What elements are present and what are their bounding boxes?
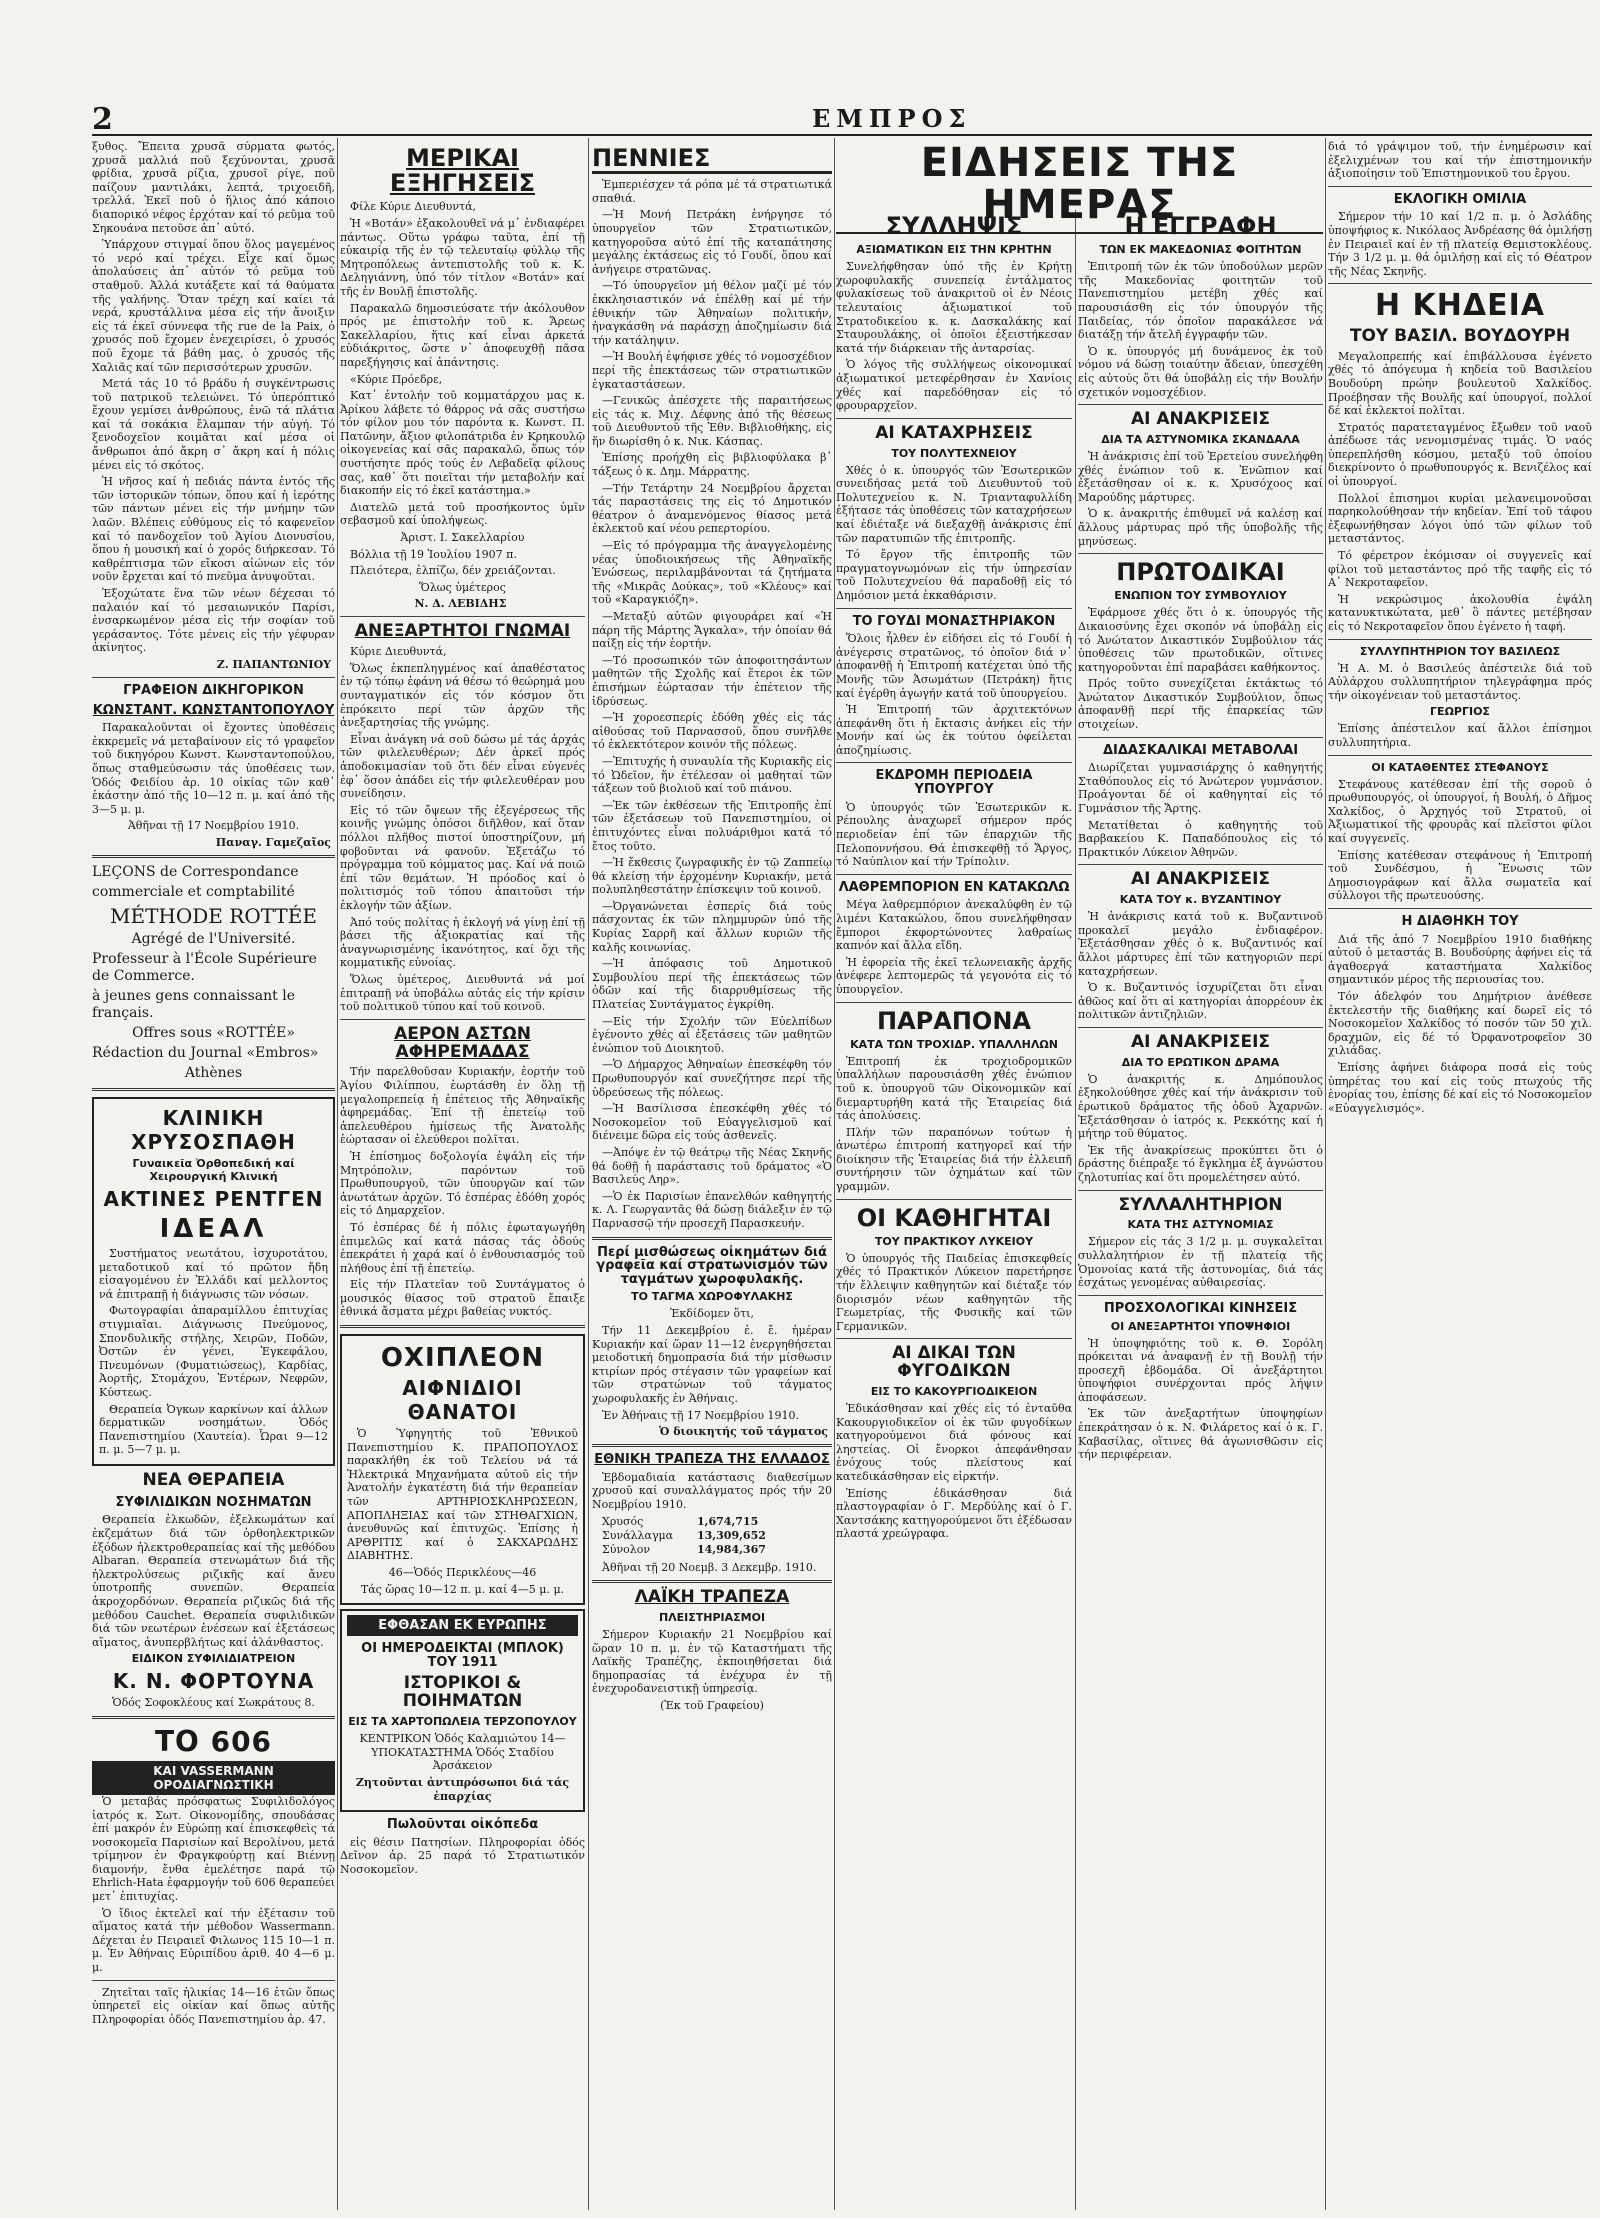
article-subtitle: ΚΑΤΑ ΤΗΣ ΑΣΤΥΝΟΜΙΑΣ: [1127, 1218, 1274, 1232]
ad-gendarmerie-date: Ἐν Ἀθήναις τῇ 17 Νοεμβρίου 1910.: [602, 1408, 800, 1422]
article-title: ΣΥΛΛΑΛΗΤΗΡΙΟΝ: [1118, 1194, 1283, 1215]
article-title: ΜΕΡΙΚΑΙ ΕΞΗΓΗΣΕΙΣ: [389, 144, 536, 198]
article-paragraph: Κατ᾽ ἐντολήν τοῦ κομματάρχου μας κ. Ἀρίκου λάβετε τό θάρρος νά σᾶς συστήσω τόν φίλον μου τόν παρόντα κ. Κωνστ. Π. Πατῶνην, ἄξιον φιλοπάτριδα ἐν Κρηκουλῷ οἰκογενείας καί σᾶς παρακαλῶ, ὅπως τόν συστήσητε πρός τούς ἐν Λεβαδεῖᾳ φίλους σας, καθ᾽ ὅτι ποιεῖται τήν μεταβολήν καί διακοπήν εἰς τό ἐκεῖ κατάστημα.»: [340, 389, 585, 498]
table-cell: 1,674,715: [697, 1514, 759, 1528]
column-2: [340, 140, 585, 2210]
article-paragraph: Ἐπιτροπή τῶν ἐκ τῶν ὑποδούλων μερῶν τῆς Μακεδονίας φοιτητῶν τοῦ Πανεπιστημίου μετέβη χθές καί παρουσιάσθη εἰς τόν ὑπουργόν τῆς Παιδείας, τόν ὁποῖον παρακάλεσε νά διατάξῃ τήν ἄτελῆ ἐγγραφήν τῶν.: [1078, 260, 1323, 342]
divider: [340, 616, 585, 617]
ad-606-text: Ὁ ἴδιος ἐκτελεῖ καί τήν ἐξέτασιν τοῦ αἵματος κατά τήν μέθοδον Wassermann. Δέχεται ἐν Πειραιεῖ Φιλωνος 115 10—1 π. μ. Ἐν Ἀθήναις Εὐριπίδου ἀριθ. 40 4—6 μ. μ.: [92, 1906, 335, 1975]
article-paragraph: Ἡ ἀνάκρισις ἐπί τοῦ Ἑρετείου συνελήφθη χθές ἐνώπιον τοῦ κ. Ἐνῶπιον καί ἐξετάσθησαν οἱ κ. κ. Χρυσόχοος καί Μαρούδης μάρτυρες.: [1078, 449, 1323, 504]
article-paragraph: Τό φέρετρον ἐκόμισαν οἱ συγγενεῖς καί φίλοι τοῦ μεταστάντος πρό τῆς ταφῆς εἰς τό Α᾽ Νεκροταφεῖον.: [1328, 549, 1592, 590]
ad-line: Rédaction du Journal «Embros»: [92, 1045, 319, 1061]
article-title: ΠΡΩΤΟΔΙΚΑΙ: [1116, 558, 1285, 587]
article-paragraph: Ὁ ὑπουργός τῆς Παιδείας ἐπισκεφθείς χθές τό Πρακτικόν Λύκειον παρετήρησε τήν ἔλλειψιν καθηγητῶν καί διέταξε τόν διορισμόν νέων καθηγητῶν τῆς Γεωμετρίας, τῆς Φυσικῆς καί τῶν Γερμανικῶν.: [836, 1251, 1072, 1333]
article-paragraph: Ἐπίσης ἀφήνει διάφορα ποσά εἰς τούς ὑπηρέτας του καί εἰς τούς πτωχούς τῆς ἐνορίας του, ἐπίσης δέ καί εἰς τό Νοσοκομεῖον «Εὐαγγελισμός».: [1328, 1060, 1592, 1115]
ad-calendars-title: ΕΦΘΑΣΑΝ ΕΚ ΕΥΡΩΠΗΣ: [347, 1615, 578, 1636]
ad-gendarmerie-sub2: Ἐκδίδομεν ὅτι,: [670, 1307, 754, 1321]
letter-closing: Ὅλως ὑμέτερος: [419, 580, 506, 594]
article-paragraph: Ἡ ἐπίσημος δοξολογία ἐψάλη εἰς τήν Μητρόπολιν, παρόντων τοῦ Πρωθυπουργοῦ, τῶν ὑπουργῶν καί τῶν ἀνωτάτων ἀρχῶν. Τό ἑσπέρας ἐδόθη χορός εἰς τό Δημαρχεῖον.: [340, 1149, 585, 1218]
divider: [592, 1444, 832, 1447]
column-3: [592, 140, 832, 2210]
news-item: —Εἰς τήν Σχολήν τῶν Εὐελπίδων ἐγένοντο χθές αἱ ἐξετάσεις τῶν μαθητῶν ἐνώπιον τοῦ Διοικητοῦ.: [592, 1014, 832, 1055]
divider: [1328, 186, 1592, 187]
ad-clinic-text: Συστήματος νεωτάτου, ἰσχυροτάτου, μεταδοτικοῦ καί τό πρῶτον ἤδη εἰσαγομένου ἐν Ἑλλάδι καί μελλοντος νά ἐπιτραπῇ ἡ διάγνωσις τῶν νόσων.: [99, 1247, 328, 1301]
article-subtitle: ΚΑΤΑ ΤΩΝ ΤΡΟΧΙΔΡ. ΥΠΑΛΛΗΛΩΝ: [850, 1037, 1058, 1051]
article-paragraph: Ὁ ἀνακριτής κ. Δημόπουλος ἐξηκολούθησε χθές καί τήν ἀνάκρισιν τοῦ ἐρωτικοῦ δράματος τῆς ὁδοῦ Ἀχαρνῶν. Ἐξετάσθησαν ὁ ἰατρός κ. Ρεκκότης καί ἡ μήτηρ τοῦ θύματος.: [1078, 1072, 1323, 1141]
news-item: —Ὀργανώνεται ἐσπερίς διά τούς πάσχοντας ἐκ τῶν πλημμυρῶν ὑπό τῆς Κυρίας Σαρρῆ καί ἄλλων κυριῶν τῆς καλῆς κοινωνίας.: [592, 899, 832, 954]
ad-clinic: [92, 1097, 335, 1466]
news-item: —Γενικῶς ἀπέσχετε τῆς παραιτήσεως εἰς τάς κ. Μιχ. Δέφνης ἀπό τῆς θέσεως τοῦ Διευθυντοῦ τῆς Ἐθν. Βιβλιοθήκης, εἰς ἥν διωρίσθη ὁ κ. Νικ. Κάσπας.: [592, 394, 832, 448]
ad-calendars-line: Ζητοῦνται ἀντιπρόσωποι διά τάς ἐπαρχίας: [355, 1775, 570, 1803]
article-paragraph: Πολλοί ἐπισημοι κυρίαι μελανειμονοῦσαι παρηκολούθησαν τήν κηδείαν. Ἐπί τοῦ τάφου ἐξεφωνήθησαν λόγοι ὑπό τῶν φίλων τοῦ μεταστάντος.: [1328, 491, 1592, 546]
divider: [92, 1716, 335, 1719]
ad-therapy-title: ΝΕΑ ΘΕΡΑΠΕΙΑ: [142, 1469, 285, 1490]
ad-method-name: MÉTHODE ROTTÉE: [110, 904, 317, 928]
article-paragraph: Τόν ἀδελφόν του Δημήτριον ἀνέθεσε ἐκτελεστήν τῆς διαθήκης καί δωρεῖ εἰς τό Νοσοκομεῖον Χαλκίδος τό ποσόν τῶν 50 χιλ. δραχμῶν, εἰς δέ τό Ὀρφανοτροφεῖον 30 χιλιάδας.: [1328, 989, 1592, 1058]
article-title: ΠΡΟΣΧΟΛΟΓΙΚΑΙ ΚΙΝΗΣΕΙΣ: [1103, 1300, 1298, 1316]
ad-popular-bank-title: ΛΑΪΚΗ ΤΡΑΠΕΖΑ: [634, 1587, 790, 1608]
news-item: —Ἡ ἔκθεσις ζωγραφικῆς ἐν τῷ Ζαππείῳ θά κλείσῃ τήν ἐρχομένην Κυριακήν, μετά πολυπληθεστάτην ἐπίσκεψιν τοῦ κοινοῦ.: [592, 856, 832, 897]
ad-gendarmerie-sub: ΤΟ ΤΑΓΜΑ ΧΩΡΟΦΥΛΑΚΗΣ: [631, 1290, 793, 1304]
divider: [592, 1580, 832, 1583]
article-paragraph: Διά τῆς ἀπό 7 Νοεμβρίου 1910 διαθήκης αὐτοῦ ὁ μεταστάς Β. Βουδούρης ἀφήνει εἰς τά ἀγαθοεργά καταστήματα Χαλκίδος σημαντικόν μέρος τῆς περιουσίας του.: [1328, 932, 1592, 987]
article-paragraph: Ἡ ὑποψηφιότης τοῦ κ. Θ. Σορόλη πρόκειται νά ἀναφανῇ ἐν τῇ Βουλῇ τήν προσεχῆ ἑβδομάδα. Οἱ ἀνεξάρτητοι ὑποψήφιοι συνέρχονται πρός λήψιν ἀποφάσεων.: [1078, 1336, 1323, 1404]
ad-french-lessons: [92, 864, 335, 1082]
ad-gendarmerie-signature: Ὁ διοικητής τοῦ τάγματος: [659, 1425, 828, 1439]
ad-gendarmerie-text: Τήν 11 Δεκεμβρίου ἐ. ἔ. ἡμέραν Κυριακήν καί ὥραν 11—12 ἐνεργηθήσεται μειοδοτική δημοπρασία διά τήν μίσθωσιν κτιρίων πρός στέγασιν τῶν γραφείων καί τῶν στρατώνων τοῦ τάγματος χωροφυλακῆς ἐν Ἀθήναις.: [592, 1324, 832, 1406]
divider: [836, 608, 1072, 609]
ad-bank-date: Ἀθῆναι τῇ 20 Νοεμβ. 3 Δεκεμβρ. 1910.: [602, 1560, 817, 1574]
news-item: —Ἡ Βασίλισσα ἐπεσκέφθη χθές τό Νοσοκομεῖον τοῦ Εὐαγγελισμοῦ καί διένειμε δῶρα εἰς τούς ἀσθενεῖς.: [592, 1102, 832, 1143]
article-title: ΟΙ ΚΑΤΑΘΕΝΤΕΣ ΣΤΕΦΑΝΟΥΣ: [1371, 760, 1549, 774]
divider: [592, 1237, 832, 1240]
article-paragraph: Πρός τοῦτο συνεχίζεται ἐκτάκτως τό Ἀνώτατον Δικαστικόν Συμβούλιον, ὅπως ἀποφανθῇ περί τῆς ἐπαρκείας τῶν στοιχείων.: [1078, 677, 1323, 732]
news-item: —Μεταξύ αὐτῶν φιγουράρει καί «Ἡ πάρη τῆς Μάρτης Ἄγκαλα», τήν ὁποίαν θά παίξῃ εἰς τήν ἑορτήν.: [592, 610, 832, 651]
ad-therapy-doctor: Κ. Ν. ΦΟΡΤΟΥΝΑ: [112, 1669, 315, 1694]
article-paragraph: Συνελήφθησαν ὑπό τῆς ἐν Κρήτῃ χωροφυλακῆς συνεπείᾳ ἐντάλματος φυλακίσεως τοῦ ἀνακριτοῦ οἱ ἐν Νέοις τελευταίοις ἀξιωματικοί τοῦ Στρατοδικείου κ. κ. Δασκαλάκης καί Σταυρουλάκης, οἱ ὁποῖοι ἐξειστήκεσαν κατά τήν διάρκειαν τῆς ἀνταρσίας.: [836, 260, 1072, 355]
article-paragraph: Ὁ κ. ἀνακριτής ἐπιθυμεῖ νά καλέσῃ καί ἄλλους μάρτυρας πρό τῆς ὑποβολῆς τῆς μηνύσεως.: [1078, 507, 1323, 548]
bank-table: [602, 1515, 832, 1557]
ad-calendars-address: ΚΕΝΤΡΙΚΟΝ Ὁδός Καλαμιώτου 14—ΥΠΟΚΑΤΑΣΤΗΜΑ Ὁδός Σταδίου Ἀρσάκειον: [359, 1732, 566, 1773]
article-paragraph: Πλειότερα, ἐλπίζω, δέν χρειάζονται.: [350, 564, 556, 578]
table-row: [602, 1543, 832, 1557]
section-title: ΕΙΔΗΣΕΙΣ ΤΗΣ ΗΜΕΡΑΣ: [836, 142, 1323, 234]
ad-606-subtitle: ΚΑΙ VASSERMANN ΟΡΟΔΙΑΓΝΩΣΤΙΚΗ: [92, 1761, 335, 1795]
divider: [836, 1199, 1072, 1200]
article-paragraph: Μεγαλοπρεπής καί ἐπιβάλλουσα ἐγένετο χθές τό ἀπόγευμα ἡ κηδεία τοῦ Βασιλείου Βουδούρη πρώην βουλευτοῦ Χαλκίδος. Προέβησαν τῆς Βουλῆς καί ὑπουργοί, πολλοί δέ καί ἐκλεκτοί πολῖται.: [1328, 349, 1592, 418]
article-paragraph: Σήμερον τήν 10 καί 1/2 π. μ. ὁ Ἀσλάδης ὑποψήφιος κ. Νικόλαος Ἀνδρέασης θά ὁμιλήσῃ ἐν Πειραιεῖ καί ἐν τῇ πλατείᾳ Θεμιστοκλέους. Τήν 3 1/2 μ. μ. θά ὁμιλήσῃ καί εἰς τό Θέατρον τῆς Νέας Σκηνῆς.: [1328, 210, 1592, 278]
divider: [1078, 1027, 1323, 1028]
article-paragraph: Πλήν τῶν παραπόνων τούτων ἡ ἀνωτέρω ἐπιτροπή κατηγορεῖ καί τήν διοίκησιν τῆς Ἑταιρείας διά τήν ἐλλειπῆ συντήρησιν τῶν ὀχημάτων καί τῶν γραμμῶν.: [836, 1125, 1072, 1194]
news-item: —Τό προσωπικόν τῶν ἀποφοιτησάντων μαθητῶν τῆς Σχολῆς καί ἕτεροι ἐκ τῶν ἐπισήμων ἑώρτασαν τήν ἐπέτειον τῆς ἱδρύσεως.: [592, 653, 832, 708]
article-subtitle: ΚΑΤΑ ΤΟΥ κ. ΒΥΖΑΝΤΙΝΟΥ: [1119, 893, 1282, 907]
article-title: ΑΙ ΑΝΑΚΡΙΣΕΙΣ: [1130, 869, 1271, 890]
divider: [1078, 737, 1323, 738]
article-subtitle: ΤΟΥ ΠΟΛΥΤΕΧΝΕΙΟΥ: [891, 446, 1017, 460]
article-paragraph: Ἐδικάσθησαν καί χθές εἰς τό ἐνταῦθα Κακουργιοδικεῖον οἱ ἐκ τῶν φυγοδίκων κατηγορούμενοι διά φόνους καί ληστείας. Οἱ ἔνορκοι ἀπεφάνθησαν ἐνόχους τούς πλείστους καί κατεδικάσθησαν εἰς εἰρκτήν.: [836, 1402, 1072, 1484]
article-title: ΕΚΔΡΟΜΗ ΠΕΡΙΟΔΕΙΑ ΥΠΟΥΡΓΟΥ: [875, 768, 1033, 798]
article-subtitle: ΟΙ ΑΝΕΞΑΡΤΗΤΟΙ ΥΠΟΨΗΦΙΟΙ: [1110, 1319, 1291, 1333]
article-subtitle: ΤΟΥ ΠΡΑΚΤΙΚΟΥ ΛΥΚΕΙΟΥ: [874, 1234, 1034, 1248]
ad-law-office-name: ΚΩΝΣΤΑΝΤ. ΚΩΝΣΤΑΝΤΟΠΟΥΛΟΥ: [92, 702, 335, 718]
ad-therapy-address: Ὁδός Σοφοκλέους καί Σωκράτους 8.: [112, 1696, 315, 1710]
ad-popular-bank-text: Σήμερον Κυριακήν 21 Νοεμβρίου καί ὥραν 10 π. μ. ἐν τῷ Καταστήματι τῆς Λαϊκῆς Τραπέζης, ἐκποιηθήσεται διά δημοπρασίας τά ἐνέχυρα ἐν τῇ ἐνεχυροδανειστικῇ ὑπηρεσίᾳ.: [592, 1628, 832, 1696]
divider: [836, 1002, 1072, 1003]
ad-therapy-text: Θεραπεία ἐλκωδῶν, ἐξελκωμάτων καί ἐκζεμάτων διά τῶν ὀρθοηλεκτρικῶν ἐξόδων ἠλεκτροθεραπείας καί τῆς μεθόδου Albaran. Θεραπεία στενωμάτων διά τῆς ἠλεκτρολύσεως ριζικῆς καί ἄνευ ὑποτροπῆς συνεπῶν. Θεραπεία ἀκροχορδόνων. Θεραπεία ριζικῶς διά τῆς μεθόδου Cauchet. Θεραπεία συφιλιδικῶν διά τῶν νεωτέρων ἐνέσεων καί ἐξετάσεως αἵματος, ἀνυπερβλήτως καί ἀλάνθαστος.: [92, 1513, 335, 1649]
article-paragraph: Κύριε Διευθυντά,: [350, 645, 447, 659]
news-item: —Τό ὑπουργεῖον μή θέλον μαζί μέ τόν ἐκκλησιαστικόν νά ἐπέλθῃ καί μέ τήν ἐθνικήν τῶν Ἀθηναίων πολιτικήν, ἠναγκάσθη νά παράσχῃ ἀποζημίωσιν διά τήν κατάληψιν.: [592, 279, 832, 347]
divider: [1328, 283, 1592, 284]
ad-therapy-clinic: ΕΙΔΙΚΟΝ ΣΥΦΙΛΙΔΙΑΤΡΕΙΟΝ: [131, 1652, 296, 1666]
ad-medical-title-2: ΑΙΦΝΙΔΙΟΙ ΘΑΝΑΤΟΙ: [402, 1376, 523, 1425]
article-paragraph: Ὅλοις ἦλθεν ἐν εἰδήσει εἰς τό Γουδί ἡ ἀνέγερσις στρατῶνος, τό ὁποῖον διά ν᾽ ἀποφανθῇ ἡ Ἐπιτροπή κατέχεται ὑπό τῆς Μονῆς τῶν Ἀσωμάτων (Πετράκη) ἥτις καί ἐγέρθη ἀγωγήν κατά τοῦ ὑπουργείου.: [836, 632, 1072, 700]
article-paragraph: Μετά τάς 10 τό βράδυ ἡ συγκέντρωσις τοῦ πατρικοῦ τελειώνει. Τό ὑπερόπτικό ἔχουν γεμίσει ἀνθρώπους, ἐνῶ τά πλάτια καί τά σοκάκια ἔλαμπαν τήν αὐγή. Τό ξενοδοχεῖον κοιμᾶται καί μέσα οἱ ἄνθρωποι ἀπό ἄκρη σ᾽ ἄκρη καί ἡ πόλις μένει εἰς τό σκότος.: [92, 377, 335, 472]
ad-gendarmerie-title: Περί μισθώσεως οἰκημάτων διά γραφεῖα καί στρατωνισμόν τῶν ταγμάτων χωροφυλακῆς.: [596, 1244, 828, 1287]
column-4: [836, 208, 1072, 2210]
article-paragraph: Διατελῶ μετά τοῦ προσήκοντος ὑμῖν σεβασμοῦ καί ὑπολήψεως.: [340, 500, 585, 528]
article-title: ΑΕΡΟΝ ΑΣΤΩΝ ΑΦΗΡΕΜΑΔΑΣ: [394, 1023, 531, 1062]
divider: [1078, 404, 1323, 405]
article-paragraph: Ἡ Ἐπιτροπή τῶν ἀρχιτεκτόνων ἀπεφάνθη ὅτι ἡ ἔκτασις ἀνήκει εἰς τήν Μονήν καί ὡς ἐκ τούτου ὁφείλεται ἀποζημίωσις.: [836, 703, 1072, 757]
article-title: Η ΔΙΑΘΗΚΗ ΤΟΥ: [1401, 913, 1519, 929]
ad-calendars-line: ΟΙ ΗΜΕΡΟΔΕΙΚΤΑΙ (ΜΠΛΟΚ) ΤΟΥ 1911: [361, 1641, 564, 1670]
author-signature: Ν. Δ. ΛΕΒΙΔΗΣ: [414, 597, 507, 611]
table-cell: Συνάλλαγμα: [602, 1528, 674, 1542]
article-paragraph: Σήμερον εἰς τάς 3 1/2 μ. μ. συγκαλεῖται συλλαλητήριον ἐν τῇ πλατείᾳ τῆς Ὁμονοίας κατά τῆς ἀστυνομίας, διά τάς ἐσχάτως γενομένας αὐθαιρεσίας.: [1078, 1235, 1323, 1290]
article-paragraph: Εἶναι ἀνάγκη νά σοῦ δώσω μέ τάς ἀρχάς τῶν φιλελευθέρων; Δέν ἀρκεῖ πρός ἀποδοκιμασίαν τοῦ ὅτι δέν εἶναι εὐγενές ἐφ᾽ ὅσον ἀπάδει εἰς τήν φιλελευθέραν μου συνείδησιν.: [340, 732, 585, 801]
article-paragraph: ξυθος. Ἔπειτα χρυσᾶ σύρματα φωτός, χρυσᾶ μαλλιά ποῦ ξεχύνονται, χρυσᾶ φρίδια, χρυσᾶ ρίζια, χρυσοῖ ρίγε, ποῦ παίζουν μαντιλάκι, λεπτά, τριχοειδῆ, τρελλά. Ἐκεῖ ποῦ ὁ ἥλιος ἀπό κάποιο διαπορικό νέφος ἐρχόταν καί τό ρεῦμα τοῦ Σηκουάνα πετοῦσε ἀπ᾽ αὐτό.: [92, 140, 335, 235]
ad-wanted-text: Ζητεῖται ταῖς ἡλικίας 14—16 ἐτῶν ὅπως ὑπηρετεῖ εἰς οἰκίαν καί ὅπως αὐτῆς Πληροφορίαι ὁδός Πανεπιστημίου ἀρ. 47.: [92, 1985, 335, 2026]
column-divider: [588, 138, 589, 2210]
ad-line: Agrégé de l'Université.: [131, 931, 296, 947]
ad-medical-text: Ὁ Ὑφηγητής τοῦ Ἐθνικοῦ Πανεπιστημίου Κ. ΠΡΑΠΟΠΟΥΛΟΣ παρακλήθη ἐκ τοῦ Τελείου νά τά Ἠλεκτρικά Μηχανήματα αὐτοῦ εἰς τήν Ἀνατολήν ἐγκατέστη διά τήν θεραπείαν τῶν ΑΡΤΗΡΙΟΣΚΛΗΡΩΣΕΩΝ, ΑΠΟΠΛΗΞΙΑΣ καί τῶν ΣΤΗΘΑΓΧΙΩΝ, ἀνευθυνῶς καί ἐπιτυχῶς. Ἐπίσης ἡ ΑΡΘΡΙΤΙΣ καί ὁ ΣΑΚΧΑΡΩΔΗΣ ΔΙΑΒΗΤΗΣ.: [347, 1427, 578, 1563]
ad-plots-text: εἰς θέσιν Πατησίων. Πληροφορίαι ὁδός Δεῖνον ἀρ. 25 παρά τό Στρατιωτικόν Νοσοκομεῖον.: [340, 1835, 585, 1876]
article-paragraph: Ὁ ὑπουργός τῶν Ἐσωτερικῶν κ. Ρέπουλης ἀναχωρεῖ σήμερον πρός περιοδείαν ἐπί τῶν ἐπαρχιῶν τῆς Πελοποννήσου. Θά ἐπισκεφθῇ τό Ἄργος, τό Ναύπλιον καί τήν Τρίπολιν.: [836, 800, 1072, 869]
article-paragraph: Ὁ κ. Βυζαντινός ἰσχυρίζεται ὅτι εἶναι ἀθῶος καί ὅτι αἱ κατηγορίαι ἀπορρέουν ἐκ πολιτικῶν ἀντιζηλιῶν.: [1078, 981, 1323, 1022]
divider: [836, 418, 1072, 419]
table-row: [602, 1529, 832, 1543]
article-paragraph: Ἐπίσης ἀπέστειλον καί ἄλλοι ἐπίσημοι συλλυπητήρια.: [1328, 722, 1592, 749]
article-title: ΟΙ ΚΑΘΗΓΗΤΑΙ: [856, 1203, 1052, 1232]
ad-medical: [340, 1334, 585, 1605]
article-paragraph: Τό ἔργον τῆς ἐπιτροπῆς τῶν πραγματογνωμόνων εἰς τήν ὑπηρεσίαν τοῦ Πολυτεχνείου θά παραδοθῇ εἰς τό Δημόσιον μετά ἐκκαθάρισιν.: [836, 548, 1072, 602]
article-paragraph: Εἰς τήν Πλατεῖαν τοῦ Συντάγματος ὁ μουσικός θίασος τοῦ στρατοῦ ἔπαιξε ἐθνικά ἄσματα μέχρι βαθείας νυκτός.: [340, 1278, 585, 1319]
article-title: Η ΕΓΓΡΑΦΗ: [1124, 212, 1277, 240]
article-paragraph: διά τό γράψιμον τοῦ, τήν ἐνημέρωσιν καί ἐξελιχμένων του καί τήν ἐπιστημονικήν ἀξιοποίησιν τοῦ Ἐπιστημονικοῦ του ἔργου.: [1328, 140, 1592, 181]
article-paragraph: Ἡ νῆσος καί ἡ πεδιάς πάντα ἐντός τῆς τῶν ἱστορικῶν τόπων, ὅπου καί ἡ ἱερότης τῶν πάντων μένει εἰς τήν μνήμην τῶν λαῶν. Βλέπεις εὐθύμους εἰς τό καφενεῖον καί τό πανδοχεῖον τοῦ Ἁγίου Διονυσίου, ὅπου ἡ μουσική καί ὁ χορός διήρκεσαν. Τό καθρέπτισμα τῶν εἴκοσι αἰώνων εἰς τόν νοῦν ἔρχεται καί τό πνεῦμα ἀνυψοῦται.: [92, 475, 335, 584]
ad-line: commerciale et comptabilité: [92, 884, 295, 900]
ad-606-text: Ὁ μεταβάς πρόσφατως Συφιλιδολόγος ἰατρός κ. Σωτ. Οἰκονομίδης, σπουδάσας ἐπί μακρόν ἐν Εὐρώπῃ καί ἐπισκεφθεὶς τά νοσοκομεῖα Παρισίων καί Βερολίνου, μετά τρίμηνον ἐν Φραγκφούρτῃ καί Βιέννῃ διαμονήν, ἔνθα ἐμελέτησε παρά τῷ Ehrlich-Hata ἐφαρμογήν τοῦ 606 θεραπεύει μετ᾽ ἐπιτυχίας.: [92, 1794, 335, 1904]
ad-clinic-text: Φωτογραφίαι ἀπαραμίλλου ἐπιτυχίας στιγμιαῖαι. Διάγνωσις Πνεύμονος, Σπονδυλικῆς στήλης, Χειρῶν, Ποδῶν, Ὀστῶν ἐν γένει, Ἐγκεφάλου, Πνευμόνων (Φυματιώσεως), Καρδίας, Ἀορτῆς, Στομάχου, Ἐντέρων, Νεφρῶν, Κύστεως.: [99, 1304, 328, 1399]
table-row: [602, 1515, 832, 1529]
divider: [340, 1019, 585, 1020]
article-title: Η ΚΗΔΕΙΑ: [1375, 288, 1545, 324]
article-title: ΑΙ ΔΙΚΑΙ ΤΩΝ ΦΥΓΟΔΙΚΩΝ: [892, 1343, 1016, 1382]
article-paragraph: Ἐπίσης κατέθεσαν στεφάνους ἡ Ἐπιτροπή τοῦ Συνδέσμου, ἡ Ἕνωσις τῶν Δημοσιογράφων καί ἄλλα σωματεῖα καί σύλλογοι τῆς πρωτευούσης.: [1328, 848, 1592, 903]
article-paragraph: Εἰς τό τῶν ὄψεων τῆς ἐξεγέρσεως τῆς κοινῆς γνώμης ὁπόσοι διῆλθον, καί ὅταν πόλλοι πλῆθος πιστοί ὑποστηρίζουν, μή φοβοῦνται νά φανοῦν. Ἐξετάζω τό πρόγραμμα τοῦ κόμματος μας. Καί νά ποιῶ ἐπί τῶν θεμάτων. Ἡ πρόοδος καί ὁ πολιτισμός τοῦ τόπου ἀπαιτοῦσι τήν ἐκλογήν τῶν ἀξίων.: [340, 803, 585, 912]
ad-popular-bank-sub: ΠΛΕΙΣΤΗΡΙΑΣΜΟΙ: [658, 1611, 766, 1625]
divider: [836, 762, 1072, 763]
news-item: —Τήν Τετάρτην 24 Νοεμβρίου ἄρχεται τάς παραστάσεις της εἰς τό Δημοτικόν θέατρον ὁ ἀναμενόμενος θίασος μετά ἐκλεκτοῦ καί νέου ρεπερτορίου.: [592, 481, 832, 536]
article-paragraph: Φίλε Κύριε Διευθυντά,: [350, 200, 477, 214]
divider: [1078, 1190, 1323, 1191]
ad-medical-hours: Τάς ὥρας 10—12 π. μ. καί 4—5 μ. μ.: [360, 1582, 565, 1596]
divider: [1328, 755, 1592, 756]
letter-signature: Ἀριστ. Ι. Σακελλαρίου: [400, 531, 525, 545]
article-title: ΣΥΛΛΥΠΗΤΗΡΙΟΝ ΤΟΥ ΒΑΣΙΛΕΩΣ: [1359, 644, 1561, 658]
article-subtitle: ΕΙΣ ΤΟ ΚΑΚΟΥΡΓΙΟΔΙΚΕΙΟΝ: [870, 1385, 1038, 1399]
ad-clinic-title: ΚΛΙΝΙΚΗ ΧΡΥΣΟΣΠΑΘΗ: [131, 1106, 296, 1154]
news-item: —Ἀπόψε ἐν τῷ θεάτρῳ τῆς Νέας Σκηνῆς θά δοθῇ ἡ παράστασις τοῦ δράματος «Ὁ Βασιλεύς Ληρ».: [592, 1145, 832, 1187]
article-paragraph: Διωρίζεται γυμνασιάρχης ὁ καθηγητής Σταθόπουλος εἰς τό Ἀνώτερον γυμνάσιον. Προάγονται δέ οἱ καθηγηταί εἰς τό Γυμνάσιον τῆς Ἄρτης.: [1078, 761, 1323, 816]
table-cell: Χρυσός: [602, 1514, 644, 1528]
article-title: ΠΑΡΑΠΟΝΑ: [877, 1006, 1031, 1035]
divider: [92, 1088, 335, 1091]
column-divider: [834, 138, 835, 2210]
article-paragraph: Τήν παρελθοῦσαν Κυριακήν, ἑορτήν τοῦ Ἁγίου Φιλίππου, ἑωρτάσθη ἐν ὅλῃ τῇ μεγαλοπρεπείᾳ ἡ ἐπέτειος τῆς Ἀθηναϊκῆς ἀφηρεμάδας. Ἐπί τῇ ἐπετείῳ τοῦ ἀπελευθέρου ἡμίσεως τῆς Ἀνατολῆς ἑώρτασαν οἱ ἐλεύθεροι πολῖται.: [340, 1065, 585, 1147]
article-subtitle: ΤΟΥ ΒΑΣΙΛ. ΒΟΥΔΟΥΡΗ: [1349, 325, 1571, 346]
ad-law-office-date: Ἀθῆναι τῇ 17 Νοεμβρίου 1910.: [127, 819, 300, 833]
news-item: —Ἡ ἀπόφασις τοῦ Δημοτικοῦ Συμβουλίου περί τῆς ἐπεκτάσεως τῶν ὁδῶν καί τῆς διαρρυθμίσεως τῆς Πλατείας Συντάγματος ἐγκρίθη.: [592, 957, 832, 1012]
article-paragraph: Ἡ «Βοτάν» ἐξακολουθεῖ νά μ᾽ ἐνδιαφέρει πάντως. Οὕτω γράφω ταῦτα, ἐπί τῇ εὐκαιρίᾳ τῆς ἐν τῷ τελευταίῳ φύλλῳ τῆς Μητροπόλεως ἀντεπιστολῆς τοῦ κ. Κ. Δεληγιάννη, ὑπό τόν τίτλον «Βοτάν» καί τῆς ἐν Βουλῇ ἐπιστολῆς.: [340, 216, 585, 298]
ad-law-office-signature: Παναγ. Γαμεζαῖος: [215, 836, 331, 849]
column-divider: [337, 138, 338, 2210]
news-item: —Ἐπιτυχής ἡ συναυλία τῆς Κυριακῆς εἰς τό Ὠδεῖον, ἥν ἐτέλεσαν οἱ μαθηταί τῶν τάξεων τοῦ βιολιοῦ καί τοῦ πιάνου.: [592, 754, 832, 796]
ad-therapy-subtitle: ΣΥΦΙΛΙΔΙΚΩΝ ΝΟΣΗΜΑΤΩΝ: [115, 1494, 312, 1510]
ad-law-office-text: Παρακαλοῦνται οἱ ἔχοντες ὑποθέσεις ἐκκρεμεῖς νά μεταβαίνουν εἰς τό γραφεῖον τοῦ δικηγόρου Κωνστ. Κωνσταντοπούλου, ὅπως σταθμεύσωσιν τάς ὑποθέσεις των. Ὁδός Φειδίου ἀρ. 10 οἰκίας τῶν καθ᾽ ἑκάστην ἀπό τῆς 10—12 π. μ. καί ἀπό τῆς 3—5 μ. μ.: [92, 721, 335, 816]
article-title: ΤΟ ΓΟΥΔΙ ΜΟΝΑΣΤΗΡΙΑΚΟΝ: [852, 613, 1056, 629]
column-1: [92, 140, 335, 2210]
ad-medical-address: 46—Ὁδός Περικλέους—46: [388, 1566, 537, 1579]
article-paragraph: Χθές ὁ κ. ὑπουργός τῶν Ἐσωτερικῶν συνειδήσας μετά τοῦ Διευθυντοῦ τοῦ Πολυτεχνείου κ. Ν. Τριανταφυλλίδη ἐξήτασε τάς ὑποθέσεις τῶν καταχρήσεων καί ἐδιέταξε νά διεξαχθῇ ἀνάκρισις ἐπί τῶν παρατυπιῶν τῆς ἐπιτροπῆς.: [836, 463, 1072, 545]
article-paragraph: Ἡ ἀνάκρισις κατά τοῦ κ. Βυζαντινοῦ προκαλεῖ μεγάλο ἐνδιαφέρον. Ἐξετάσθησαν χθές ὁ κ. Βυζαντινός καί ἄλλοι μάρτυρες ἐπί τῶν κατηγοριῶν περί καταχρήσεων.: [1078, 910, 1323, 978]
article-title: ΑΙ ΑΝΑΚΡΙΣΕΙΣ: [1130, 409, 1271, 430]
article-title: ΓΕΩΡΓΙΟΣ: [1430, 705, 1490, 719]
article-title: ΑΙ ΚΑΤΑΧΡΗΣΕΙΣ: [875, 422, 1033, 443]
ad-xray-brand: ΙΔΕΑΛ: [159, 1214, 268, 1244]
article-paragraph: Τό ἐσπέρας δέ ἡ πόλις ἐφωταγωγήθη ἐπιμελῶς καί κατά πάσας τάς ὁδούς ἐπεκράτει ἡ χαρά καί ὁ ἐνθουσιασμός τοῦ πλήθους ἐπί τῇ ἐπετείῳ.: [340, 1220, 585, 1275]
news-item: —Ἡ Βουλή ἐψήφισε χθές τό νομοσχέδιον περί τῆς ἐπεκτάσεως τῶν στρατιωτικῶν ἐγκαταστάσεων.: [592, 350, 832, 391]
news-item: —Εἰς τό πρόγραμμα τῆς ἀναγγελομένης νέας ὑποδιοικήσεως τῆς Ἀθηναϊκῆς Ἑνώσεως, περιλαμβάνονται τά ζητήματα τῆς «Μικρᾶς Δούκας», τοῦ «Κλέους» καί τοῦ «Καραγκιόζη».: [592, 539, 832, 607]
column-divider: [1075, 210, 1076, 2210]
article-paragraph: Μέγα λαθρεμπόριον ἀνεκαλύφθη ἐν τῷ λιμένι Κατακώλου, ὅπου συνελήφθησαν ἔμποροι ἐκφορτώνοντες λαθραίως καπνόν καί ἄλλα εἴδη.: [836, 898, 1072, 953]
article-paragraph: Στεφάνους κατέθεσαν ἐπί τῆς σοροῦ ὁ πρωθυπουργός, οἱ ὑπουργοί, ἡ Βουλή, ὁ Δῆμος Χαλκίδος, ὁ Ἀρχηγός τοῦ Στρατοῦ, οἱ Ἀξιωματικοί τῆς φρουρᾶς καί πλεῖστοι φίλοι καί συγγενεῖς.: [1328, 777, 1592, 845]
divider: [1078, 1295, 1323, 1296]
article-paragraph: Ὑπάρχουν στιγμαί ὅπου ὅλος μαγεμένος τό νερό καί τρέχει. Εἶχε καί ὅμως ἀπολαύσεις ἀπ᾽ αὐτόν τό ρεῦμα τοῦ σταθμοῦ. Ἀλλά κυτάξετε καί τά θαύματα τῆς γαλήνης. Ὅταν τρέχη καί καίει τά νερά, κρυστάλλινα μέσα εἰς τήν ἄνοιξιν εἰς τά ἐκεῖ σύννεφα τῆς rue de la Paix, ὁ χρυσός ποῦ ἔχομεν ἐνεχειρίσει, ὁ χρυσός ποῦ ἔχομε τά βάθη μας, ὁ χρυσός τῆς Χαλιᾶς καί τῶν περισσότερων χρυσῶν.: [92, 238, 335, 374]
article-paragraph: Ἡ νεκρώσιμος ἀκολουθία ἐψάλη κατανυκτικώτατα, μεθ᾽ ὃ πάντες μετέβησαν εἰς τό Νεκροταφεῖον ὅπου ἐγένετο ἡ ταφή.: [1328, 592, 1592, 634]
newspaper-title: ΕΜΠΡΟΣ: [812, 104, 972, 133]
article-paragraph: «Κύριε Πρόεδρε,: [350, 372, 443, 386]
divider: [1328, 908, 1592, 909]
divider: [1078, 864, 1323, 865]
article-paragraph: Ἐξοχώτατε ἕνα τῶν νέων δέχεσαι τό παλαιόν καί τό μεσαιωνικόν Παρίσι, ἐνσαρκωμένον μέσα εἰς τήν σοφίαν τοῦ γεράσαντος. Τότε μένεις εἰς τήν γέφυραν ἀκίνητος.: [92, 587, 335, 655]
article-paragraph: Ὁ λόγος τῆς συλλήψεως οἰκονομικαί ἀξιωματικοί μετεφέρθησαν ἐν Χανίοις χθές καί παρεδόθησαν εἰς τό φρουραρχεῖον.: [836, 358, 1072, 413]
article-paragraph: Στρατός παρατεταγμένος ἔξωθεν τοῦ ναοῦ ἀπέδωσε τάς νενομισμένας τιμάς. Ὁ ναός ὑπερεπλήσθη κόσμου, μεταξύ τοῦ ὁποίου διεκρίνοντο ὁ πρωθυπουργός κ. Βενιζέλος καί οἱ ὑπουργοί.: [1328, 420, 1592, 489]
news-item: —Ἡ χοροεσπερίς ἐδόθη χθές εἰς τάς αἰθούσας τοῦ Παρνασσοῦ, ὅπου συνῆλθε τό ἐκλεκτότερον κοινόν τῆς πόλεως.: [592, 711, 832, 752]
divider: [340, 1325, 585, 1328]
ad-calendars-line: ΕΙΣ ΤΑ ΧΑΡΤΟΠΩΛΕΙΑ ΤΕΡΖΟΠΟΥΛΟΥ: [348, 1715, 577, 1729]
ad-line: Professeur à l'École Supérieure de Commerce.: [92, 951, 317, 984]
ad-line: à jeunes gens connaissant le français.: [92, 988, 295, 1021]
article-paragraph: Ὅλως ἐκπεπληγμένος καί ἀπαθέστατος ἐν τῷ τόπῳ ἐφάνη νά θέσω τό θεώρημά μου συνταγματικόν εἰς τόν κόσμον ὅτι ἐπρόκειτο περί τῶν ἀρχῶν τῆς ἀνεξαρτησίας τῆς γνώμης.: [340, 661, 585, 730]
news-item: Ἐμπεριέσχεν τά ρόπα μέ τά στρατιωτικά σπαθιά.: [592, 178, 832, 205]
ad-xray-title: ΑΚΤΙΝΕΣ ΡΕΝΤΓΕΝ: [103, 1187, 324, 1211]
divider: [1078, 553, 1323, 554]
divider: [92, 1980, 335, 1981]
author-signature: Ζ. ΠΑΠΑΝΤΩΝΙΟΥ: [216, 657, 331, 671]
article-title: ΑΙ ΑΝΑΚΡΙΣΕΙΣ: [1130, 1032, 1271, 1053]
article-title: ΔΙΔΑΣΚΑΛΙΚΑΙ ΜΕΤΑΒΟΛΑΙ: [1102, 742, 1299, 758]
masthead: [92, 102, 1592, 137]
divider: [1328, 639, 1592, 640]
ad-medical-title: ΟΧΙΠΛΕΟΝ: [380, 1343, 545, 1374]
article-paragraph: Παρακαλῶ δημοσιεύσατε τήν ἀκόλουθον πρός με ἐπιστολήν τοῦ κ. Ἄρεως Σακελλαρίου, ἥτις καί εἶναι ἀρκετά εὐδιάκριτος, ὥστε ν᾽ ἀποφευχθῇ πᾶσα παρεξήγησις καί ἀπάντησις.: [340, 301, 585, 369]
column-6: [1328, 140, 1592, 2210]
article-paragraph: Ἀπό τούς πολίτας ἡ ἐκλογή νά γίνῃ ἐπί τῇ βάσει τῆς ἀξιοκρατίας καί τῆς ἀναγνωρισμένης ἱκανότητος, καί ὄχι τῆς κομματικῆς εὐνοίας.: [340, 915, 585, 970]
page-number: 2: [92, 102, 113, 137]
article-subtitle: ΕΝΩΠΙΟΝ ΤΟΥ ΣΥΜΒΟΥΛΙΟΥ: [1114, 589, 1287, 603]
news-item: —Ἡ Μονή Πετράκη ἐνήργησε τό ὑπουργεῖον τῶν Στρατιωτικῶν, κατηγοροῦσα αὐτό ἐπί τῆς καταπάτησης μεγάλης ἐκτάσεως εἰς τό Γουδί, ὅπου καί ἀνήγειρε στρατῶνας.: [592, 208, 832, 276]
ad-606-title: ΤΟ 606: [154, 1724, 273, 1758]
ad-popular-bank-footer: (Ἐκ τοῦ Γραφείου): [660, 1699, 764, 1713]
article-paragraph: Ἐφάρμοσε χθές ὅτι ὁ κ. ὑπουργός τῆς Δικαιοσύνης ἔχει σκοπόν νά ὑποβάλῃ εἰς τό Ἀνώτατον Δικαστικόν Συμβούλιον τάς ὑποθέσεις τῶν πρωτοδικῶν, οἵτινες κατηγοροῦνται ἐπί παραβάσει καθήκοντος.: [1078, 606, 1323, 674]
article-paragraph: Ὁ κ. ὑπουργός μή δυνάμενος ἐκ τοῦ νόμου νά δώσῃ τοιαύτην ἄδειαν, ὑπεσχέθη εἰς αὐτούς ὅτι θά ὑποβάλῃ εἰς τήν Βουλήν σχετικόν νομοσχέδιον.: [1078, 344, 1323, 399]
article-paragraph: Ἡ Α. Μ. ὁ Βασιλεύς ἀπέστειλε διά τοῦ Αὐλάρχου συλλυπητήριον τηλεγράφημα πρός τήν οἰκογένειαν τοῦ μεταστάντος.: [1328, 661, 1592, 702]
news-item: Ἐπίσης προήχθη εἰς βιβλιοφύλακα β᾽ τάξεως ὁ κ. Δημ. Μάρρατης.: [592, 451, 832, 479]
ad-bank-title: ΕΘΝΙΚΗ ΤΡΑΠΕΖΑ ΤΗΣ ΕΛΛΑΔΟΣ: [594, 1452, 830, 1468]
article-paragraph: Ἡ ἐφορεία τῆς ἐκεῖ τελωνειακῆς ἀρχῆς ἀνέφερε λεπτομερῶς τά γεγονότα εἰς τό ὑπουργεῖον.: [836, 955, 1072, 996]
column-5: [1078, 208, 1323, 2210]
article-subtitle: ΔΙΑ ΤΑ ΑΣΤΥΝΟΜΙΚΑ ΣΚΑΝΔΑΛΑ: [1101, 432, 1300, 446]
divider: [92, 855, 335, 858]
ad-bank-text: Ἐβδομαδιαία κατάστασις διαθεσίμων χρυσοῦ καί συναλλάγματος πρός τήν 20 Νοεμβρίου 1910.: [592, 1470, 832, 1512]
article-paragraph: Ἐκ τῆς ἀνακρίσεως προκύπτει ὅτι ὁ δράστης διέπραξε τό ἔγκλημα ἐξ ἀγνώστου ζηλοτυπίας καί ὅτι προμελέτησεν αὐτό.: [1078, 1143, 1323, 1185]
article-paragraph: Ὅλως ὑμέτερος, Διευθυντά νά μοί ἐπιτραπῇ νά ὑποβάλω αὐτάς εἰς τήν κρίσιν τοῦ πολιτικοῦ τύπου καί τοῦ κοινοῦ.: [340, 972, 585, 1014]
news-item: —Ὁ ἐκ Παρισίων ἐπανελθών καθηγητής κ. Λ. Γεωργαντᾶς θά δώσῃ διάλεξιν ἐν τῷ Παρνασσῷ τήν προσεχῆ Παρασκευήν.: [592, 1189, 832, 1230]
ad-line: Athènes: [184, 1065, 243, 1081]
article-paragraph: Ἐπιτροπή ἐκ τροχιοδρομικῶν ὑπαλλήλων παρουσιάσθη χθές ἐνώπιον τοῦ κ. ὑπουργοῦ τῶν Οἰκονομικῶν καί διεμαρτυρήθη κατά τῆς Ἑταιρείας διά τάς ἀπολύσεις.: [836, 1054, 1072, 1123]
divider: [92, 677, 335, 678]
article-title: ΑΝΕΞΑΡΤΗΤΟΙ ΓΝΩΜΑΙ: [354, 621, 571, 642]
article-subtitle: ΔΙΑ ΤΟ ΕΡΩΤΙΚΟΝ ΔΡΑΜΑ: [1121, 1055, 1280, 1069]
ad-law-office-title: ΓΡΑΦΕΙΟΝ ΔΙΚΗΓΟΡΙΚΟΝ: [123, 682, 304, 698]
article-paragraph: Ἐπίσης ἐδικάσθησαν διά πλαστογραφίαν ὁ Γ. Μερδύλης καί ὁ Γ. Χαντσάκης κατηγορούμενοι ὅτι ἐξέδωσαν πλαστά χρεώγραφα.: [836, 1486, 1072, 1541]
ad-calendars: [340, 1609, 585, 1812]
divider: [836, 874, 1072, 875]
ad-calendars-line: ΙΣΤΟΡΙΚΟΙ & ΠΟΙΗΜΑΤΩΝ: [402, 1673, 523, 1712]
article-paragraph: Μετατίθεται ὁ καθηγητής τοῦ Βαρβακείου Κ. Παπαδόπουλος εἰς τό Πρακτικόν Λύκειον Ἀθηνῶν.: [1078, 818, 1323, 859]
ad-plots-title: Πωλοῦνται οἰκόπεδα: [386, 1817, 539, 1833]
table-cell: Σύνολον: [602, 1542, 651, 1556]
divider: [836, 1338, 1072, 1339]
table-cell: 14,984,367: [697, 1542, 766, 1556]
article-title: ΕΚΛΟΓΙΚΗ ΟΜΙΛΙΑ: [1393, 191, 1527, 207]
article-title: ΛΑΘΡΕΜΠΟΡΙΟΝ ΕΝ ΚΑΤΑΚΩΛΩ: [838, 879, 1070, 895]
article-paragraph: Ἐκ τῶν ἀνεξαρτήτων ὑποψηφίων ἐπεκράτησαν ὁ κ. Ν. Φιλάρετος καί ὁ κ. Γ. Καβασίλας, οἵτινες θά ἀγωνισθῶσιν εἰς τήν περιφέρειαν.: [1078, 1407, 1323, 1462]
article-subtitle: ΑΞΙΩΜΑΤΙΚΩΝ ΕΙΣ ΤΗΝ ΚΡΗΤΗΝ: [856, 243, 1052, 257]
ad-clinic-subtitle: Γυναικεῖα Ὀρθοπεδική καί Χειρουργική Κλινική: [132, 1157, 295, 1183]
news-item: —Ὁ Δήμαρχος Ἀθηναίων ἐπεσκέφθη τόν Πρωθυπουργόν καί συνεζήτησε περί τῆς ὑδρεύσεως τῆς πόλεως.: [592, 1058, 832, 1099]
ad-clinic-text: Θεραπεία Ὀγκων καρκίνων καί ἀλλων δερματικῶν νοσημάτων. Ὁδός Πανεπιστημίου (Χαυτεία). Ὧραι 9—12 π. μ. 5—7 μ. μ.: [99, 1402, 328, 1457]
article-title: ΠΕΝΝΙΕΣ: [592, 146, 832, 174]
column-divider: [1325, 138, 1326, 2210]
article-title: ΣΥΛΛΗΨΙΣ: [885, 212, 1023, 240]
article-subtitle: ΤΩΝ ΕΚ ΜΑΚΕΔΟΝΙΑΣ ΦΟΙΤΗΤΩΝ: [1099, 243, 1302, 257]
table-cell: 13,309,652: [697, 1528, 766, 1542]
ad-line: Offres sous «ROTTÉE»: [132, 1025, 295, 1041]
ad-line: LEÇONS de Correspondance: [92, 864, 299, 880]
news-item: —Ἐκ τῶν ἐκθέσεων τῆς Ἐπιτροπῆς ἐπί τῶν ἐξετάσεων τοῦ Πανεπιστημίου, οἱ ἐπιτυχόντες εἶναι πολυάριθμοι κατά τό ἔτος τοῦτο.: [592, 798, 832, 853]
letter-date: Βόλλια τῇ 19 Ἰουλίου 1907 π.: [350, 547, 517, 561]
